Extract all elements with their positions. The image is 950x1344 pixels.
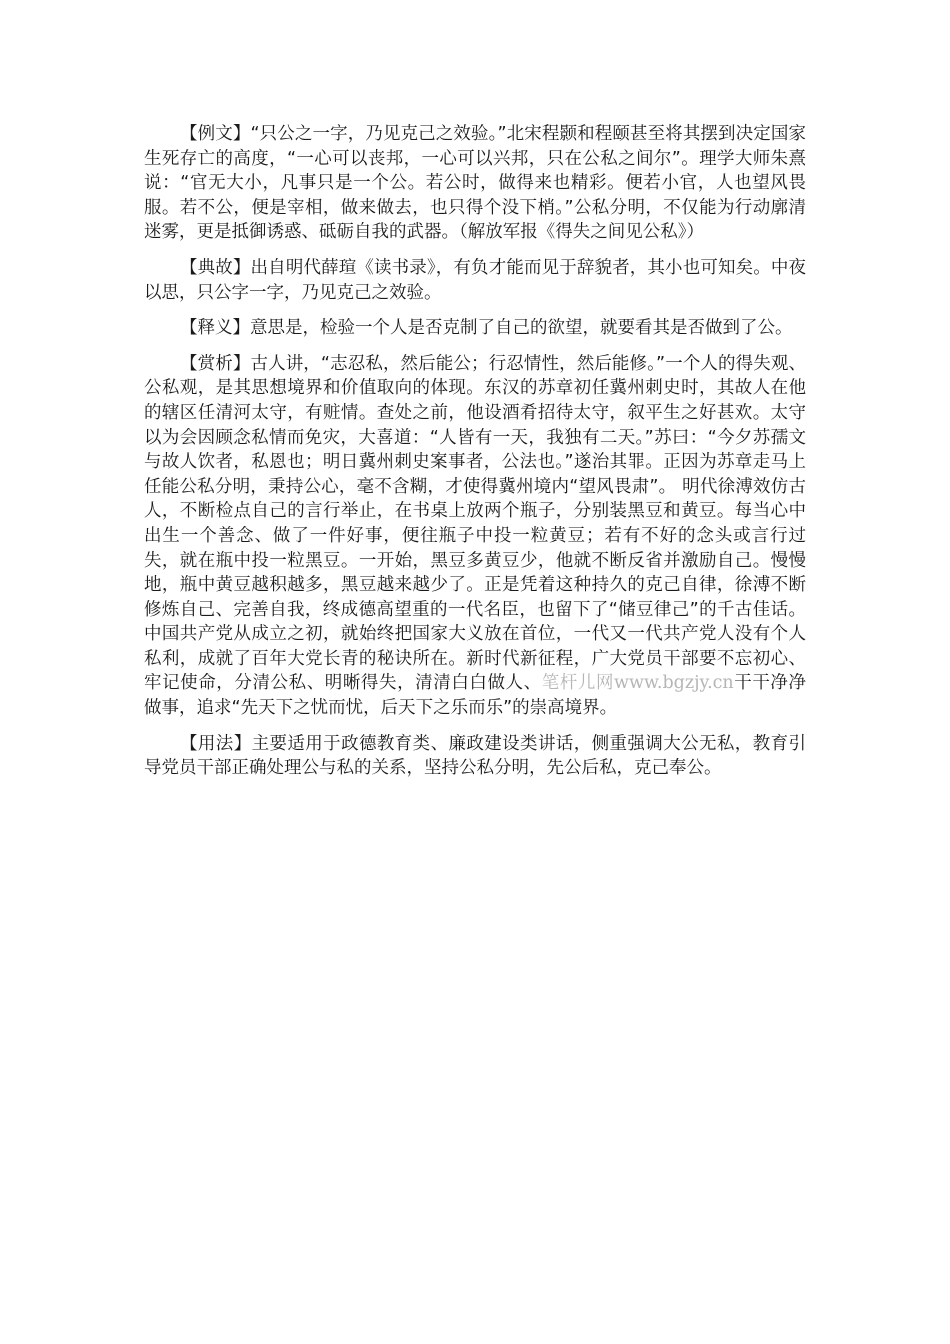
section-tag-meaning: 【释义】 xyxy=(180,318,250,339)
paragraph-usage xyxy=(144,732,806,781)
paragraph-meaning xyxy=(144,316,806,341)
section-tag-example: 【例文】 xyxy=(180,124,251,144)
section-text-allusion: 出自明代薛瑄《读书录》，有负才能而见于辞貌者，其小也可知矣。中夜以思，只公字一字，乃见克己之效验。 xyxy=(144,257,807,303)
paragraph-appreciation xyxy=(144,352,806,721)
paragraph-allusion xyxy=(144,256,806,305)
section-text-appreciation: 古人讲，“志忍私，然后能公；行忍情性，然后能修。”一个人的得失观、公私观，是其思想境界和价值取向的体现。东汉的苏章初任冀州刺史时，其故人在他的辖区任清河太守，有赃情。查处之前，他设酒肴招待太守，叙平生之好甚欢。太守以为会因顾念私情而免灾，大喜道：“人皆有一天，我独有二天。”苏曰：“今夕苏孺文与故人饮者，私恩也；明日冀州刺史案事者，公法也。”遂治其罪。正因为苏章走马上任能公私分明，秉持公心，毫不含糊，才使得冀州境内“望风畏肃”。 明代徐溥效仿古人，不断检点自己的言行举止，在书桌上放两个瓶子，分别装黑豆和黄豆。每当心中出生一个善念、做了一件好事，便往瓶子中投一粒黄豆；若有不好的念头或言行过失，就在瓶中投一粒黑豆。一开始，黑豆多黄豆少，他就不断反省并激励自己。慢慢地，瓶中黄豆越积越多，黑豆越来越少了。正是凭着这种持久的克己自律，徐溥不断修炼自己、完善自我，终成德高望重的一代名臣，也留下了“储豆律己”的千古佳话。中国共产党从成立之初，就始终把国家大义放在首位，一代又一代共产党人没有个人私利，成就了百年大党长青的秘诀所在。新时代新征程，广大党员干部要不忘初心、牢记使命，分清公私、明晰得失，清清白白做人、 xyxy=(144,353,807,694)
section-text-usage: 主要适用于政德教育类、廉政建设类讲话，侧重强调大公无私，教育引导党员干部正确处理公与私的关系，坚持公私分明，先公后私，克己奉公。 xyxy=(144,733,807,779)
document-body xyxy=(144,122,806,792)
section-text-appreciation-end: 干干净净做事，追求“先天下之忧而忧，后天下之乐而乐”的崇高境界。 xyxy=(144,673,807,719)
section-tag-usage: 【用法】 xyxy=(180,733,252,754)
section-tag-allusion: 【典故】 xyxy=(180,257,251,278)
paragraph-example xyxy=(144,122,806,245)
watermark-text: 笔杆儿网www.bgzjy.cn xyxy=(541,673,734,694)
section-tag-appreciation: 【赏析】 xyxy=(180,353,251,374)
section-text-example: “只公之一字，乃见克己之效验。”北宋程颢和程颐甚至将其摆到决定国家生死存亡的高度，“一心可以丧邦，一心可以兴邦，只在公私之间尔”。理学大师朱熹说：“官无大小，凡事只是一个公。若公时，做得来也精彩。便若小官，人也望风畏服。若不公，便是宰相，做来做去，也只得个没下梢。”公私分明，不仅能为行动廓清迷雾，更是抵御诱惑、砥砺自我的武器。（解放军报《得失之间见公私》） xyxy=(144,124,807,243)
section-text-meaning: 意思是，检验一个人是否克制了自己的欲望，就要看其是否做到了公。 xyxy=(250,318,793,339)
